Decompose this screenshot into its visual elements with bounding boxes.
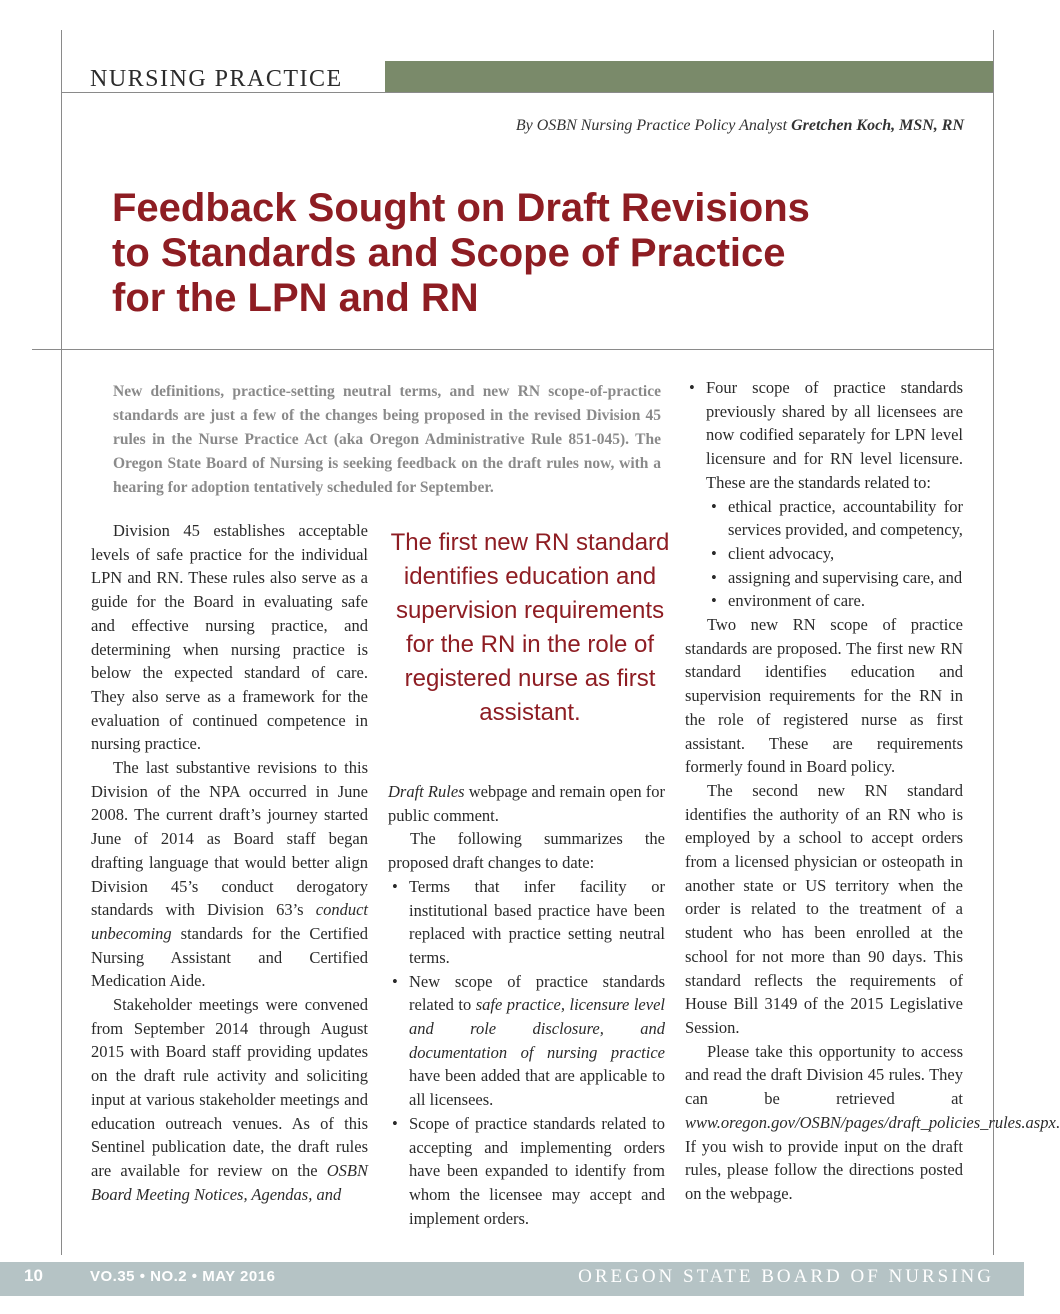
headline-line: to Standards and Scope of Practice	[112, 231, 786, 275]
rules-url[interactable]: www.oregon.gov/OSBN/pages/draft_policies_rules.aspx	[685, 1112, 1056, 1132]
byline	[516, 117, 964, 135]
paragraph: Draft Rules webpage and remain open for public comment.	[388, 782, 665, 825]
list-item: • Four scope of practice standards previously shared by all licensees are now codified separately for LPN level licensure and for RN level licensure. These are the standards related to:	[685, 376, 963, 495]
byline-author: Gretchen Koch, MSN, RN	[791, 117, 964, 134]
paragraph: The last substantive revisions to this Division of the NPA occurred in June 2008. The current draft’s journey started June of 2014 as Board staff began drafting language that would better align Division 45’s conduct derogatory standards with Division 63’s conduct unbecoming standards for the Certified Nursing Assistant and Certified Medication Aide.	[91, 758, 368, 991]
right-margin-rule	[993, 30, 994, 1255]
title-rule	[32, 349, 994, 350]
changes-list	[388, 875, 665, 1231]
paragraph: The following summarizes the proposed draft changes to date:	[388, 829, 665, 873]
article-column-1	[91, 519, 368, 1206]
left-margin-rule	[61, 30, 62, 1255]
section-color-bar	[385, 61, 993, 92]
paragraph: Please take this opportunity to access and read the draft Division 45 rules. They can be retrieved at www.oregon.gov/OSBN/pages/draft_policies_rules.aspx. If you wish to provide input on the draft rules, please follow the directions posted on the webpage.	[685, 1041, 1060, 1203]
list-item: • New scope of practice standards related to safe practice, licensure level and role disclosure, and documentation of nursing practice have been added that are applicable to all licensees.	[388, 970, 665, 1112]
list-item: • Scope of practice standards related to accepting and implementing orders have been expanded to identify from whom the licensee may accept and implement orders.	[388, 1112, 665, 1231]
article-column-2	[388, 780, 665, 1230]
standards-sublist	[685, 495, 963, 614]
paragraph: The second new RN standard identifies the authority of an RN who is employed by a school to accept orders from a licensed physician or osteopath in another state or US territory when the order is related to the treatment of a student who has been enrolled at the school for not more than 90 days. This standard reflects the requirements of House Bill 3149 of the 2015 Legislative Session.	[685, 780, 963, 1037]
list-item: • Terms that infer facility or institutional based practice have been replaced with practice setting neutral terms.	[388, 875, 665, 970]
article-column-3	[685, 376, 1060, 1206]
page-number: 10	[24, 1266, 43, 1285]
byline-prefix: By OSBN Nursing Practice Policy Analyst	[515, 117, 792, 134]
paragraph: Two new RN scope of practice standards are proposed. The first new RN standard identifies education and supervision requirements for the RN in the role of registered nurse as first assistant. These are requirements formerly found in Board policy.	[685, 615, 963, 777]
article-deck: New definitions, practice-setting neutral terms, and new RN scope-of-practice standards are just a few of the changes being proposed in the revised Division 45 rules in the Nurse Practice Act (aka Oregon Administrative Rule 851-045). The Oregon State Board of Nursing is seeking feedback on the draft rules now, with a hearing for adoption tentatively scheduled for September.	[113, 383, 661, 496]
publisher-name: OREGON STATE BOARD OF NURSING	[578, 1266, 994, 1287]
list-item: • environment of care.	[707, 589, 963, 613]
section-label: NURSING PRACTICE	[90, 66, 343, 92]
paragraph: Stakeholder meetings were convened from September 2014 through August 2015 with Board staff providing updates on the draft rule activity and soliciting input at various stakeholder meetings and education outreach venues. As of this Sentinel publication date, the draft rules are available for review on the OSBN Board Meeting Notices, Agendas, and	[91, 995, 368, 1204]
headline-line: for the LPN and RN	[112, 276, 479, 320]
issue-info: VO.35 • NO.2 • MAY 2016	[90, 1268, 276, 1285]
list-item: • assigning and supervising care, and	[707, 566, 963, 590]
list-item: • ethical practice, accountability for services provided, and competency,	[707, 495, 963, 542]
list-item: • client advocacy,	[707, 542, 963, 566]
article-headline	[112, 186, 872, 321]
standards-list	[685, 376, 963, 495]
headline-line: Feedback Sought on Draft Revisions	[112, 186, 810, 230]
paragraph: Division 45 establishes acceptable levels of safe practice for the individual LPN and RN. These rules also serve as a guide for the Board in evaluating safe and effective nursing practice, and determining when nursing practice is below the expected standard of care. They also serve as a framework for the evaluation of continued competence in nursing practice.	[91, 521, 368, 754]
pull-quote: The first new RN standard identifies education and supervision requirements for the RN in the role of registered nurse as first assistant.	[390, 529, 670, 726]
